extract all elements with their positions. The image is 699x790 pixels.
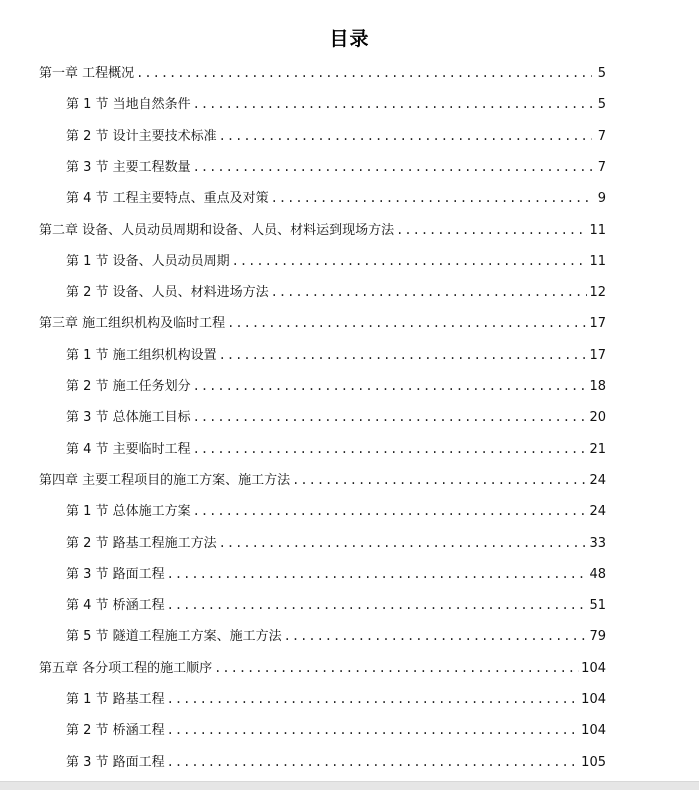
toc-entry-label: 第 5 节 隧道工程施工方案、施工方法 bbox=[66, 629, 282, 644]
toc-section-entry[interactable] bbox=[66, 121, 606, 152]
toc-entry-label: 第 4 节 主要临时工程 bbox=[66, 442, 191, 457]
toc-section-entry[interactable] bbox=[66, 621, 606, 652]
toc-section-entry[interactable] bbox=[66, 89, 606, 120]
toc-dot-leader bbox=[292, 465, 587, 496]
horizontal-scrollbar[interactable] bbox=[0, 781, 699, 790]
toc-page-number: 33 bbox=[589, 536, 606, 551]
toc-section-entry[interactable] bbox=[66, 559, 606, 590]
toc-dot-leader bbox=[193, 152, 592, 183]
toc-page-number: 51 bbox=[589, 598, 606, 613]
toc-dot-leader bbox=[271, 277, 588, 308]
toc-entry-label: 第 3 节 总体施工目标 bbox=[66, 410, 191, 425]
toc-page-number: 21 bbox=[589, 442, 606, 457]
toc-entry-label: 第 3 节 路面工程 bbox=[66, 755, 165, 770]
toc-entry-label: 第 3 节 路面工程 bbox=[66, 567, 165, 582]
toc-entry-label: 第 1 节 施工组织机构设置 bbox=[66, 348, 217, 363]
toc-entry-label: 第三章 施工组织机构及临时工程 bbox=[39, 316, 226, 331]
toc-section-entry[interactable] bbox=[66, 496, 606, 527]
toc-page-number: 24 bbox=[589, 473, 606, 488]
toc-dot-leader bbox=[167, 747, 580, 778]
toc-page-number: 7 bbox=[597, 129, 606, 144]
toc-dot-leader bbox=[167, 715, 580, 746]
toc-page-number: 17 bbox=[589, 316, 606, 331]
toc-dot-leader bbox=[219, 340, 588, 371]
toc-entry-label: 第二章 设备、人员动员周期和设备、人员、材料运到现场方法 bbox=[39, 223, 395, 238]
toc-dot-leader bbox=[219, 121, 592, 152]
toc-page-number: 11 bbox=[589, 254, 606, 269]
toc-title: 目录 bbox=[329, 28, 370, 50]
toc-entry-label: 第四章 主要工程项目的施工方案、施工方法 bbox=[39, 473, 291, 488]
toc-dot-leader bbox=[214, 653, 579, 684]
toc-entry-label: 第五章 各分项工程的施工顺序 bbox=[39, 661, 213, 676]
toc-entry-label: 第 2 节 设备、人员、材料进场方法 bbox=[66, 285, 269, 300]
toc-section-entry[interactable] bbox=[66, 183, 606, 214]
toc-section-entry[interactable] bbox=[66, 747, 606, 778]
toc-chapter-entry[interactable] bbox=[39, 465, 606, 496]
toc-dot-leader bbox=[136, 58, 592, 89]
toc-chapter-entry[interactable] bbox=[39, 308, 606, 339]
toc-entry-label: 第一章 工程概况 bbox=[39, 66, 135, 81]
toc-section-entry[interactable] bbox=[66, 528, 606, 559]
toc-section-entry[interactable] bbox=[66, 246, 606, 277]
toc-page-number: 48 bbox=[589, 567, 606, 582]
toc-page-number: 104 bbox=[581, 661, 606, 676]
toc-entry-label: 第 4 节 工程主要特点、重点及对策 bbox=[66, 191, 269, 206]
toc-entry-label: 第 2 节 路基工程施工方法 bbox=[66, 536, 217, 551]
toc-dot-leader bbox=[193, 371, 588, 402]
toc-chapter-entry[interactable] bbox=[39, 653, 606, 684]
toc-page-number: 5 bbox=[597, 97, 606, 112]
toc-page-number: 24 bbox=[589, 504, 606, 519]
toc-page-number: 79 bbox=[589, 629, 606, 644]
toc-dot-leader bbox=[396, 215, 587, 246]
toc-chapter-entry[interactable] bbox=[39, 58, 606, 89]
toc-dot-leader bbox=[227, 308, 587, 339]
toc-page-number: 18 bbox=[589, 379, 606, 394]
toc-entry-label: 第 2 节 桥涵工程 bbox=[66, 723, 165, 738]
toc-section-entry[interactable] bbox=[66, 715, 606, 746]
toc-entry-label: 第 2 节 设计主要技术标准 bbox=[66, 129, 217, 144]
toc-dot-leader bbox=[284, 621, 588, 652]
toc-dot-leader bbox=[271, 183, 592, 214]
toc-page-number: 20 bbox=[589, 410, 606, 425]
toc-page-number: 104 bbox=[581, 723, 606, 738]
toc-page-number: 9 bbox=[597, 191, 606, 206]
toc-entry-label: 第 3 节 主要工程数量 bbox=[66, 160, 191, 175]
toc-dot-leader bbox=[193, 402, 588, 433]
toc-entry-label: 第 1 节 路基工程 bbox=[66, 692, 165, 707]
toc-section-entry[interactable] bbox=[66, 277, 606, 308]
toc-dot-leader bbox=[232, 246, 588, 277]
toc-dot-leader bbox=[193, 89, 592, 120]
toc-dot-leader bbox=[167, 590, 588, 621]
toc-section-entry[interactable] bbox=[66, 340, 606, 371]
toc-entry-label: 第 1 节 设备、人员动员周期 bbox=[66, 254, 230, 269]
toc-dot-leader bbox=[193, 434, 588, 465]
toc-section-entry[interactable] bbox=[66, 371, 606, 402]
toc-page-number: 105 bbox=[581, 755, 606, 770]
toc-entry-label: 第 2 节 施工任务划分 bbox=[66, 379, 191, 394]
toc-dot-leader bbox=[219, 528, 588, 559]
toc-dot-leader bbox=[167, 559, 588, 590]
toc-page-number: 12 bbox=[589, 285, 606, 300]
toc-entry-label: 第 1 节 当地自然条件 bbox=[66, 97, 191, 112]
toc-dot-leader bbox=[167, 684, 580, 715]
toc-section-entry[interactable] bbox=[66, 402, 606, 433]
toc-page-number: 7 bbox=[597, 160, 606, 175]
toc-section-entry[interactable] bbox=[66, 684, 606, 715]
toc-entry-label: 第 1 节 总体施工方案 bbox=[66, 504, 191, 519]
toc-section-entry[interactable] bbox=[66, 434, 606, 465]
toc-dot-leader bbox=[193, 496, 588, 527]
toc-page-number: 11 bbox=[589, 223, 606, 238]
toc-page-number: 104 bbox=[581, 692, 606, 707]
toc-section-entry[interactable] bbox=[66, 152, 606, 183]
toc-page-number: 17 bbox=[589, 348, 606, 363]
toc-chapter-entry[interactable] bbox=[39, 215, 606, 246]
toc-page-number: 5 bbox=[597, 66, 606, 81]
toc-entry-label: 第 4 节 桥涵工程 bbox=[66, 598, 165, 613]
toc-section-entry[interactable] bbox=[66, 590, 606, 621]
